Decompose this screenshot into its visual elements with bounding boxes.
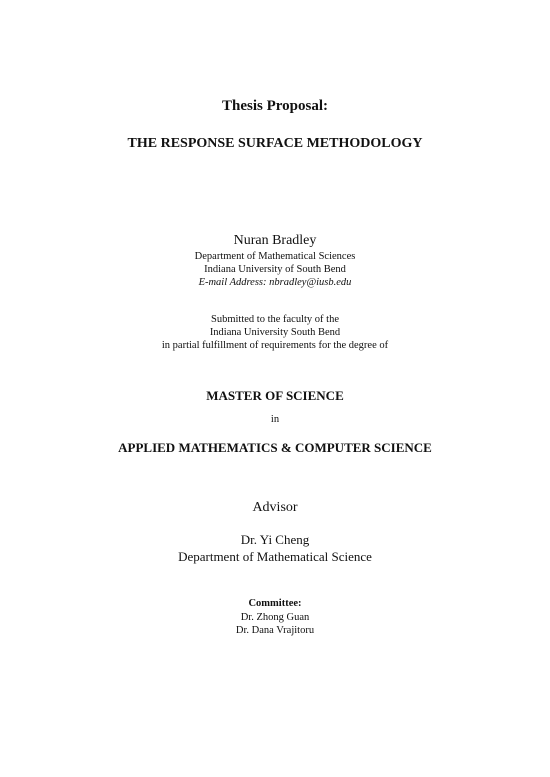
degree-field: APPLIED MATHEMATICS & COMPUTER SCIENCE: [118, 440, 432, 455]
advisor-name: Dr. Yi Cheng: [240, 532, 310, 547]
submission-line-2: Indiana University South Bend: [209, 327, 341, 338]
degree-connector: in: [270, 414, 280, 425]
author-university: Indiana University of South Bend: [204, 264, 346, 275]
submission-line-1: Submitted to the faculty of the: [210, 314, 339, 325]
advisor-department: Department of Mathematical Science: [178, 549, 372, 564]
author-department: Department of Mathematical Sciences: [194, 251, 356, 262]
thesis-title: THE RESPONSE SURFACE METHODOLOGY: [127, 136, 423, 151]
committee-heading: Committee:: [248, 598, 302, 609]
committee-member: Dr. Dana Vrajitoru: [235, 625, 315, 636]
advisor-heading: Advisor: [252, 500, 298, 515]
proposal-label: Thesis Proposal:: [222, 98, 328, 114]
committee-member: Dr. Zhong Guan: [240, 612, 310, 623]
author-email: E-mail Address: nbradley@iusb.edu: [198, 277, 352, 288]
author-name: Nuran Bradley: [233, 233, 317, 248]
degree-title: MASTER OF SCIENCE: [206, 388, 344, 403]
submission-line-3: in partial fulfillment of requirements for the degree of: [161, 340, 389, 351]
